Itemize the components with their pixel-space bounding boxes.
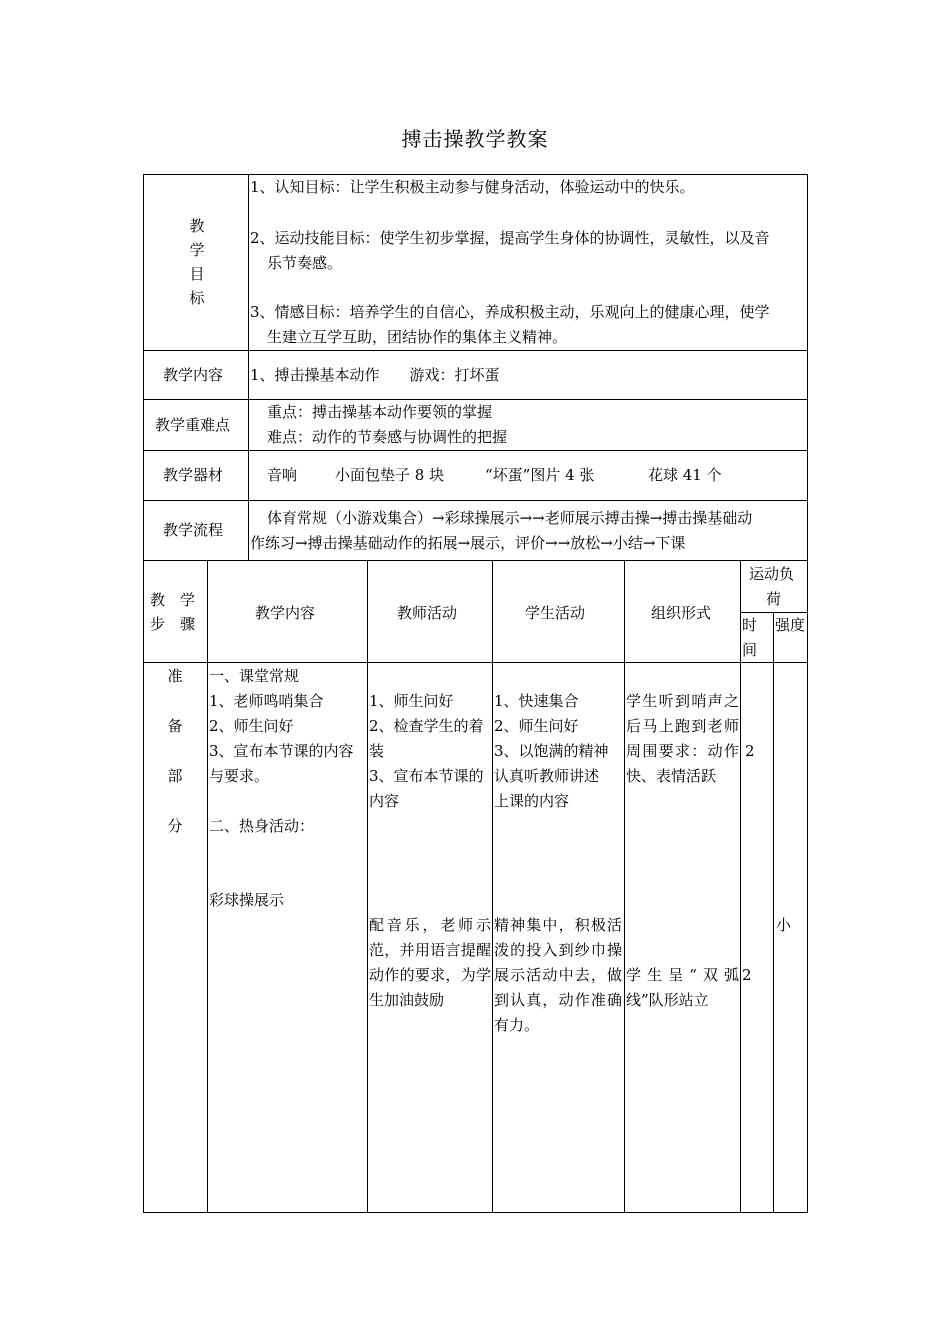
teacher-warmup: 配音乐，老师示范，并用语言提醒动作的要求，为学生加油鼓励 — [369, 916, 491, 1009]
time-value: 2 — [742, 966, 752, 984]
objective-skill-cont: 乐节奏感。 — [267, 254, 343, 272]
header-time: 时 — [742, 616, 758, 634]
warmup-heading: 二、热身活动： — [209, 817, 315, 835]
teacher-line: 1、师生问好 — [369, 692, 454, 710]
header-steps: 教 学 — [150, 591, 196, 609]
objective-cognitive: 1、认知目标：让学生积极主动参与健身活动，体验运动中的快乐。 — [250, 178, 695, 196]
student-line: 上课的内容 — [494, 792, 570, 810]
time-value: 2 — [745, 742, 755, 760]
prep-step-label: 准 备 部 分 — [167, 667, 183, 835]
student-line: 3、以饱满的精神 — [494, 742, 609, 760]
student-warmup: 精神集中，积极活泼的投入到纱巾操展示活动中去，做到认真，动作准确有力。 — [494, 916, 622, 1034]
objectives-label: 教 学 目 标 — [189, 217, 205, 307]
header-teacher: 教师活动 — [397, 604, 458, 622]
teacher-line: 内容 — [369, 792, 400, 810]
warmup-item: 彩球操展示 — [209, 891, 285, 909]
header-student: 学生活动 — [525, 604, 586, 622]
content-line: 一、课堂常规 — [209, 667, 300, 685]
equipment-item: 小面包垫子 8 块 — [335, 466, 445, 484]
difficult-point: 难点：动作的节奏感与协调性的把握 — [267, 428, 508, 446]
header-load: 荷 — [766, 590, 782, 608]
header-time: 间 — [742, 641, 758, 659]
org-warmup: 学生呈“双弧线”队形站立 — [626, 966, 739, 1009]
header-organization: 组织形式 — [651, 604, 712, 622]
header-load: 运动负 — [749, 565, 795, 583]
header-steps: 步 骤 — [150, 615, 196, 633]
content-line: 2、师生问好 — [209, 717, 294, 735]
teacher-line: 3、宣布本节课的 — [369, 767, 484, 785]
student-line: 认真听教师讲述 — [494, 767, 600, 785]
org-text: 学生听到哨声之后马上跑到老师周围要求：动作快、表情活跃 — [626, 692, 739, 785]
content-label: 教学内容 — [163, 366, 224, 384]
teacher-line: 装 — [369, 742, 385, 760]
content-line: 3、宣布本节课的内容 — [209, 742, 354, 760]
content-line: 与要求。 — [209, 767, 270, 785]
objective-skill: 2、运动技能目标：使学生初步掌握，提高学生身体的协调性，灵敏性，以及音 — [250, 229, 770, 247]
process-line: 作练习→搏击操基础动作的拓展→展示，评价→→放松→小结→下课 — [250, 534, 686, 552]
intensity-value: 小 — [776, 916, 792, 934]
process-label: 教学流程 — [163, 521, 224, 539]
page-title: 搏击操教学教案 — [401, 127, 549, 151]
equipment-item: 花球 41 个 — [648, 466, 722, 484]
process-line: 体育常规（小游戏集合）→彩球操展示→→老师展示搏击操→搏击操基础动 — [267, 509, 753, 527]
difficulty-label: 教学重难点 — [155, 416, 231, 434]
equipment-item: “坏蛋”图片 4 张 — [485, 466, 595, 484]
objective-emotional: 3、情感目标：培养学生的自信心，养成积极主动，乐观向上的健康心理，使学 — [250, 303, 770, 321]
header-content: 教学内容 — [255, 604, 316, 622]
equipment-label: 教学器材 — [163, 466, 224, 484]
content-text: 1、搏击操基本动作 游戏：打坏蛋 — [250, 366, 500, 384]
equipment-item: 音响 — [267, 466, 298, 484]
key-point: 重点：搏击操基本动作要领的掌握 — [267, 403, 493, 421]
student-line: 2、师生问好 — [494, 717, 579, 735]
student-line: 1、快速集合 — [494, 692, 579, 710]
teacher-line: 2、检查学生的着 — [369, 717, 484, 735]
header-intensity: 强度 — [775, 616, 806, 634]
objective-emotional-cont: 生建立互学互助，团结协作的集体主义精神。 — [267, 328, 568, 346]
content-line: 1、老师鸣哨集合 — [209, 692, 324, 710]
